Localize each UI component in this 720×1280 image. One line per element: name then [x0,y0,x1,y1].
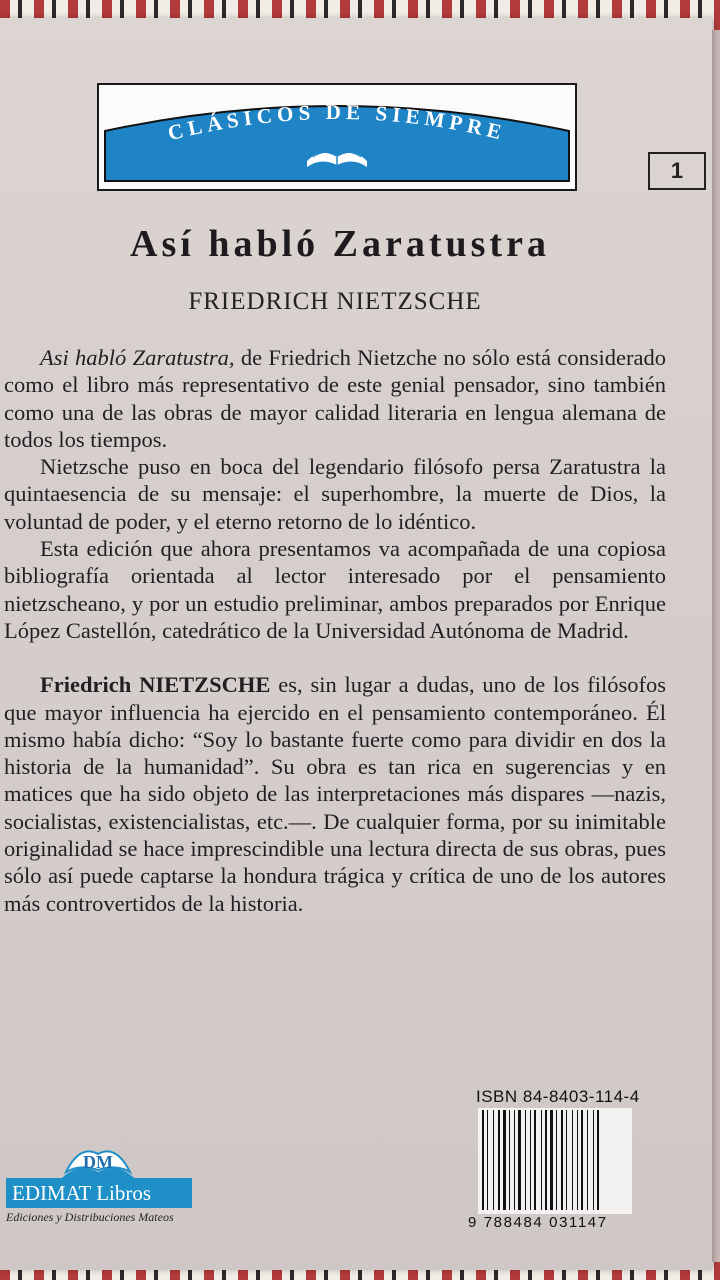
synopsis-paragraph-2 [4,453,666,535]
synopsis-paragraph-3 [4,535,666,644]
volume-number: 1 [648,152,706,190]
paragraph-3-text: Esta edición que ahora presentamos va acompañada de una copiosa bibliografía orientada al lector interesado por el pensamiento nietzscheano, y por un estudio preliminar, ambos preparados por Enrique López Castellón, catedrático de la Universidad Autónoma de Madrid. [4,536,666,643]
book-title: Así habló Zaratustra [130,223,550,265]
barcode-digits: 9 788484 031147 [468,1214,608,1231]
title-italic: Asi habló Zaratustra, [40,345,235,370]
author-bio-paragraph [4,671,666,917]
publisher-logo-initials: DM [83,1152,113,1172]
series-banner [97,83,577,191]
barcode [478,1108,632,1214]
publisher-logo-icon [58,1142,138,1180]
author-bio-name: Friedrich NIETZSCHE [40,672,271,698]
author-bio-text: es, sin lugar a dudas, uno de los filósofos que mayor influencia ha ejercido en el pensamiento contemporáneo. Él mismo había dicho: “Soy lo bastante fuerte como para dividir en dos la historia de la humanidad”. Su obra es tan rica en sugerencias y en matices que ha sido objeto de las interpretaciones más dispares —nazis, socialistas, existencialistas, etc.—. De cualquier forma, por su inimitable originalidad se hace imprescindible una lectura directa de sus obras, pues sólo así puede captarse la hondura trágica y crítica de uno de los autores más controvertidos de la historia. [4,672,666,916]
publisher-name: EDIMAT Libros [6,1178,192,1208]
publisher-subtitle: Ediciones y Distribuciones Mateos [6,1210,174,1224]
paragraph-1-text: de Friedrich Nietzche no sólo está considerado como el libro más representativo de este genial pensador, sino también como una de las obras de mayor calidad literaria en lengua alemana de todos los tiempos. [4,345,667,452]
book-author: FRIEDRICH NIETZSCHE [188,288,482,315]
series-banner-text: CLÁSICOS DE SIEMPRE [165,99,509,146]
paragraph-2-text: Nietzsche puso en boca del legendario filósofo persa Zaratustra la quintaesencia de su mensaje: el superhombre, la muerte de Dios, la voluntad de poder, y el eterno retorno de lo idéntico. [4,454,666,534]
synopsis [4,344,666,917]
synopsis-paragraph-1 [4,344,666,453]
isbn-label: ISBN 84-8403-114-4 [476,1087,640,1106]
